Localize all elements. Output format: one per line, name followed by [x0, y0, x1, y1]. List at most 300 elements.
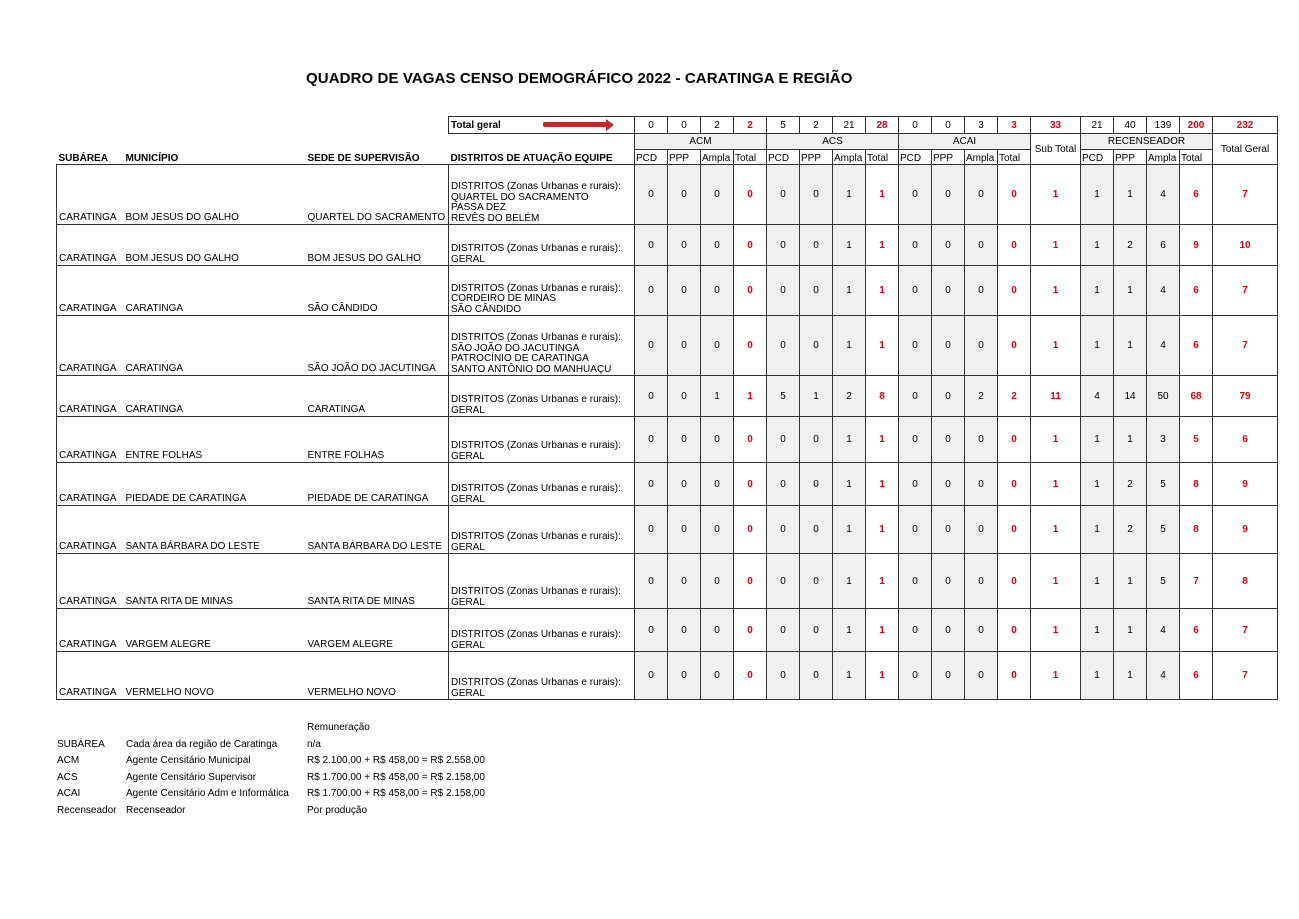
cell-value: 1 — [1031, 609, 1081, 652]
table-row — [57, 316, 1278, 376]
cell-value: 5 — [767, 376, 800, 417]
cell-value: 6 — [1147, 225, 1180, 266]
total-value: 40 — [1114, 117, 1147, 134]
distrito-line: DISTRITOS (Zonas Urbanas e rurais): — [451, 586, 621, 597]
legend-table — [57, 720, 485, 820]
cell-value: 0 — [932, 652, 965, 700]
cell-value: 1 — [701, 376, 734, 417]
cell-value: 0 — [701, 652, 734, 700]
cell-value: 1 — [866, 225, 899, 266]
cell-value: 0 — [668, 609, 701, 652]
table-row — [57, 609, 1278, 652]
cell-value: 1 — [1081, 417, 1114, 463]
legend-abbr: ACM — [57, 755, 80, 767]
total-geral-label: Total geral — [451, 119, 501, 131]
cell-subarea: CARATINGA — [57, 316, 124, 376]
cell-value: 1 — [833, 554, 866, 609]
cell-value: 9 — [1213, 506, 1278, 554]
cell-value: 0 — [701, 165, 734, 225]
total-value: 3 — [965, 117, 998, 134]
subcol-header: Ampla — [965, 150, 998, 165]
cell-value: 0 — [998, 652, 1031, 700]
cell-value: 5 — [1147, 506, 1180, 554]
cell-value: 4 — [1081, 376, 1114, 417]
cell-value: 0 — [932, 417, 965, 463]
subcol-header: PCD — [635, 150, 668, 165]
total-value: 232 — [1213, 117, 1278, 134]
cell-sede: SANTA RITA DE MINAS — [306, 554, 449, 609]
cell-value: 0 — [635, 266, 668, 316]
legend-row — [57, 737, 485, 754]
cell-sede: SANTA BÁRBARA DO LESTE — [306, 506, 449, 554]
cell-value: 1 — [866, 609, 899, 652]
cell-value: 0 — [668, 376, 701, 417]
cell-value: 0 — [701, 266, 734, 316]
cell-value: 0 — [701, 316, 734, 376]
cell-value: 0 — [767, 225, 800, 266]
table-row — [57, 417, 1278, 463]
cell-value: 7 — [1213, 609, 1278, 652]
cell-value: 0 — [767, 554, 800, 609]
cell-sede: VERMELHO NOVO — [306, 652, 449, 700]
total-value: 21 — [833, 117, 866, 134]
vacancy-table — [56, 116, 1278, 700]
subcol-header: PPP — [668, 150, 701, 165]
cell-sede: QUARTEL DO SACRAMENTO — [306, 165, 449, 225]
cell-value: 0 — [701, 609, 734, 652]
cell-value: 7 — [1213, 316, 1278, 376]
cell-value: 0 — [800, 225, 833, 266]
total-value: 0 — [932, 117, 965, 134]
header-subarea: SUBÁREA — [57, 150, 124, 165]
cell-value: 1 — [1114, 652, 1147, 700]
cell-value: 0 — [932, 316, 965, 376]
distrito-line: DISTRITOS (Zonas Urbanas e rurais): — [451, 440, 621, 451]
cell-value: 0 — [899, 506, 932, 554]
legend-row — [57, 786, 485, 803]
cell-value: 1 — [1031, 506, 1081, 554]
cell-value: 8 — [1213, 554, 1278, 609]
total-value: 2 — [701, 117, 734, 134]
subcol-header: Ampla — [701, 150, 734, 165]
cell-value: 0 — [965, 316, 998, 376]
cell-value: 1 — [1081, 609, 1114, 652]
table-row — [57, 376, 1278, 417]
cell-value: 2 — [1114, 463, 1147, 506]
cell-subarea: CARATINGA — [57, 417, 124, 463]
cell-value: 0 — [998, 609, 1031, 652]
cell-value: 9 — [1180, 225, 1213, 266]
cell-value: 0 — [668, 652, 701, 700]
cell-value: 0 — [899, 417, 932, 463]
distrito-line: DISTRITOS (Zonas Urbanas e rurais): — [451, 332, 621, 343]
cell-value: 2 — [1114, 225, 1147, 266]
cell-value: 1 — [1031, 316, 1081, 376]
cell-value: 0 — [734, 165, 767, 225]
distrito-line: DISTRITOS (Zonas Urbanas e rurais): — [451, 483, 621, 494]
cell-value: 1 — [1031, 554, 1081, 609]
cell-municipio: BOM JESUS DO GALHO — [124, 225, 306, 266]
table-row — [57, 225, 1278, 266]
cell-value: 1 — [1081, 463, 1114, 506]
cell-value: 4 — [1147, 316, 1180, 376]
cell-value: 6 — [1180, 652, 1213, 700]
cell-value: 2 — [833, 376, 866, 417]
cell-value: 6 — [1180, 165, 1213, 225]
distrito-line: DISTRITOS (Zonas Urbanas e rurais): — [451, 677, 621, 688]
cell-distritos — [449, 165, 635, 225]
cell-municipio: CARATINGA — [124, 376, 306, 417]
cell-value: 0 — [635, 376, 668, 417]
cell-value: 7 — [1213, 165, 1278, 225]
legend-desc: Recenseador — [126, 804, 186, 816]
cell-subarea: CARATINGA — [57, 376, 124, 417]
distrito-line: DISTRITOS (Zonas Urbanas e rurais): — [451, 282, 621, 294]
cell-value: 1 — [1031, 652, 1081, 700]
cell-value: 0 — [734, 316, 767, 376]
table-row — [57, 652, 1278, 700]
cell-value: 0 — [734, 417, 767, 463]
cell-value: 5 — [1180, 417, 1213, 463]
cell-value: 0 — [668, 316, 701, 376]
group-acs: ACS — [767, 134, 899, 150]
cell-value: 0 — [998, 165, 1031, 225]
legend-abbr: ACS — [57, 771, 78, 783]
cell-distritos — [449, 316, 635, 376]
cell-value: 1 — [1031, 165, 1081, 225]
distrito-line: GERAL — [451, 253, 485, 265]
group-recenseador: RECENSEADOR — [1081, 134, 1213, 150]
total-value: 0 — [668, 117, 701, 134]
cell-value: 3 — [1147, 417, 1180, 463]
cell-value: 0 — [800, 417, 833, 463]
cell-value: 1 — [833, 652, 866, 700]
cell-value: 6 — [1180, 609, 1213, 652]
total-geral-cell — [449, 117, 635, 134]
cell-value: 8 — [1180, 506, 1213, 554]
cell-value: 0 — [767, 506, 800, 554]
cell-subarea: CARATINGA — [57, 652, 124, 700]
cell-municipio: CARATINGA — [124, 266, 306, 316]
cell-value: 0 — [767, 417, 800, 463]
cell-value: 1 — [1114, 316, 1147, 376]
cell-value: 0 — [800, 463, 833, 506]
cell-value: 0 — [767, 266, 800, 316]
cell-subarea: CARATINGA — [57, 609, 124, 652]
cell-value: 1 — [833, 225, 866, 266]
cell-value: 0 — [635, 652, 668, 700]
cell-value: 9 — [1213, 463, 1278, 506]
cell-value: 14 — [1114, 376, 1147, 417]
cell-municipio: ENTRE FOLHAS — [124, 417, 306, 463]
cell-subarea: CARATINGA — [57, 554, 124, 609]
subcol-header: Ampla — [833, 150, 866, 165]
cell-value: 1 — [1114, 165, 1147, 225]
cell-value: 0 — [965, 652, 998, 700]
legend-abbr: ACAI — [57, 788, 81, 800]
distrito-line: GERAL — [451, 450, 485, 462]
legend-header-row — [57, 720, 485, 737]
cell-sede: ENTRE FOLHAS — [306, 417, 449, 463]
cell-value: 1 — [1114, 417, 1147, 463]
cell-value: 0 — [767, 609, 800, 652]
cell-value: 0 — [800, 316, 833, 376]
cell-value: 68 — [1180, 376, 1213, 417]
cell-value: 0 — [668, 463, 701, 506]
cell-distritos — [449, 225, 635, 266]
subcol-header: PCD — [767, 150, 800, 165]
table-row — [57, 506, 1278, 554]
distrito-line: GERAL — [451, 687, 485, 699]
cell-subarea: CARATINGA — [57, 225, 124, 266]
cell-distritos — [449, 463, 635, 506]
cell-value: 4 — [1147, 266, 1180, 316]
page-title: QUADRO DE VAGAS CENSO DEMOGRÁFICO 2022 - CARATINGA E REGIÃO — [306, 70, 853, 87]
group-sub-total: Sub Total — [1031, 134, 1081, 165]
subcol-header: PCD — [899, 150, 932, 165]
cell-distritos — [449, 554, 635, 609]
cell-value: 1 — [1031, 266, 1081, 316]
cell-value: 79 — [1213, 376, 1278, 417]
cell-value: 1 — [1031, 417, 1081, 463]
cell-municipio: PIEDADE DE CARATINGA — [124, 463, 306, 506]
cell-value: 10 — [1213, 225, 1278, 266]
cell-value: 0 — [800, 554, 833, 609]
cell-value: 0 — [767, 463, 800, 506]
cell-value: 4 — [1147, 165, 1180, 225]
group-header-row — [57, 134, 1278, 150]
cell-value: 1 — [1081, 225, 1114, 266]
distrito-line: DISTRITOS (Zonas Urbanas e rurais): — [451, 629, 621, 640]
cell-sede: PIEDADE DE CARATINGA — [306, 463, 449, 506]
cell-value: 1 — [1114, 554, 1147, 609]
cell-municipio: SANTA BÁRBARA DO LESTE — [124, 506, 306, 554]
cell-value: 0 — [998, 463, 1031, 506]
cell-value: 0 — [767, 652, 800, 700]
cell-municipio: SANTA RITA DE MINAS — [124, 554, 306, 609]
distrito-line: CORDEIRO DE MINAS — [451, 293, 557, 304]
cell-value: 0 — [998, 417, 1031, 463]
cell-value: 0 — [965, 463, 998, 506]
cell-value: 5 — [1147, 554, 1180, 609]
cell-value: 0 — [899, 554, 932, 609]
cell-subarea: CARATINGA — [57, 165, 124, 225]
cell-value: 1 — [1031, 463, 1081, 506]
total-value: 0 — [899, 117, 932, 134]
cell-value: 0 — [932, 609, 965, 652]
group-total-geral: Total Geral — [1213, 134, 1278, 165]
group-acai: ACAI — [899, 134, 1031, 150]
totals-row — [57, 117, 1278, 134]
subcol-header: PCD — [1081, 150, 1114, 165]
legend-desc: Cada área da região de Caratinga — [126, 738, 278, 750]
total-value: 2 — [734, 117, 767, 134]
cell-value: 1 — [833, 316, 866, 376]
cell-value: 1 — [833, 609, 866, 652]
total-value: 33 — [1031, 117, 1081, 134]
cell-value: 0 — [800, 165, 833, 225]
cell-value: 0 — [932, 165, 965, 225]
cell-subarea: CARATINGA — [57, 506, 124, 554]
cell-value: 4 — [1147, 652, 1180, 700]
total-value: 3 — [998, 117, 1031, 134]
cell-sede: SÃO JOÃO DO JACUTINGA — [306, 316, 449, 376]
cell-value: 0 — [767, 316, 800, 376]
cell-sede: VARGEM ALEGRE — [306, 609, 449, 652]
cell-value: 0 — [932, 376, 965, 417]
cell-value: 0 — [899, 376, 932, 417]
cell-value: 1 — [1114, 266, 1147, 316]
table-row — [57, 463, 1278, 506]
subcol-header: Total — [1180, 150, 1213, 165]
subcol-header: PPP — [800, 150, 833, 165]
cell-value: 0 — [932, 266, 965, 316]
legend-abbr: Recenseador — [57, 804, 117, 816]
distrito-line: DISTRITOS (Zonas Urbanas e rurais): — [451, 394, 621, 405]
cell-value: 1 — [866, 554, 899, 609]
cell-value: 0 — [668, 417, 701, 463]
cell-value: 0 — [800, 506, 833, 554]
cell-municipio: VERMELHO NOVO — [124, 652, 306, 700]
group-acm: ACM — [635, 134, 767, 150]
cell-value: 1 — [833, 463, 866, 506]
cell-value: 5 — [1147, 463, 1180, 506]
cell-value: 0 — [932, 463, 965, 506]
cell-value: 7 — [1213, 652, 1278, 700]
legend-remuneracao-header: Remuneração — [307, 722, 370, 733]
header-municipio: MUNICÍPIO — [124, 150, 306, 165]
cell-value: 0 — [998, 554, 1031, 609]
cell-value: 0 — [899, 652, 932, 700]
cell-value: 0 — [635, 609, 668, 652]
cell-value: 0 — [899, 225, 932, 266]
cell-value: 0 — [734, 225, 767, 266]
cell-value: 1 — [1081, 506, 1114, 554]
cell-value: 1 — [866, 417, 899, 463]
cell-value: 0 — [668, 506, 701, 554]
legend-row — [57, 803, 485, 820]
cell-sede: CARATINGA — [306, 376, 449, 417]
cell-value: 6 — [1180, 266, 1213, 316]
distrito-line: GERAL — [451, 404, 485, 416]
cell-sede: SÃO CÂNDIDO — [306, 266, 449, 316]
cell-value: 1 — [1081, 165, 1114, 225]
column-header-row — [57, 150, 1278, 165]
cell-value: 0 — [998, 506, 1031, 554]
cell-value: 0 — [635, 417, 668, 463]
cell-value: 0 — [635, 506, 668, 554]
cell-value: 2 — [998, 376, 1031, 417]
cell-value: 0 — [635, 165, 668, 225]
cell-value: 1 — [1031, 225, 1081, 266]
distrito-line: DISTRITOS (Zonas Urbanas e rurais): — [451, 531, 621, 542]
cell-value: 0 — [701, 506, 734, 554]
header-sede: SEDE DE SUPERVISÃO — [306, 150, 449, 165]
cell-value: 0 — [668, 554, 701, 609]
cell-value: 0 — [965, 417, 998, 463]
cell-value: 0 — [635, 316, 668, 376]
total-value: 2 — [800, 117, 833, 134]
cell-value: 2 — [1114, 506, 1147, 554]
subcol-header: PPP — [1114, 150, 1147, 165]
distrito-line: GERAL — [451, 541, 485, 553]
subcol-header: Total — [998, 150, 1031, 165]
cell-value: 6 — [1213, 417, 1278, 463]
cell-value: 0 — [734, 266, 767, 316]
cell-distritos — [449, 609, 635, 652]
total-value: 0 — [635, 117, 668, 134]
cell-value: 0 — [998, 266, 1031, 316]
distrito-line: SANTO ANTÔNIO DO MANHUAÇU — [451, 363, 612, 375]
cell-value: 6 — [1180, 316, 1213, 376]
cell-value: 0 — [965, 506, 998, 554]
cell-value: 0 — [899, 266, 932, 316]
legend-desc: Agente Censitário Adm e Informática — [126, 788, 289, 800]
cell-value: 0 — [635, 554, 668, 609]
legend-row — [57, 770, 485, 787]
total-value: 139 — [1147, 117, 1180, 134]
cell-value: 0 — [998, 316, 1031, 376]
cell-value: 4 — [1147, 609, 1180, 652]
cell-value: 1 — [866, 266, 899, 316]
legend-pay: Por produção — [307, 804, 368, 816]
cell-value: 0 — [734, 609, 767, 652]
legend-desc: Agente Censitário Supervisor — [126, 771, 257, 783]
legend-pay: n/a — [307, 738, 321, 750]
cell-value: 1 — [734, 376, 767, 417]
cell-municipio: CARATINGA — [124, 316, 306, 376]
cell-value: 0 — [668, 266, 701, 316]
distrito-line: PASSA DEZ — [451, 202, 506, 213]
cell-value: 0 — [668, 165, 701, 225]
cell-value: 1 — [833, 165, 866, 225]
cell-value: 1 — [833, 506, 866, 554]
cell-value: 0 — [965, 266, 998, 316]
subcol-header: PPP — [932, 150, 965, 165]
cell-value: 11 — [1031, 376, 1081, 417]
legend-desc: Agente Censitário Municipal — [126, 755, 251, 767]
total-value: 5 — [767, 117, 800, 134]
cell-value: 1 — [1081, 554, 1114, 609]
arrow-right-icon — [543, 122, 607, 127]
subcol-header: Ampla — [1147, 150, 1180, 165]
cell-value: 1 — [866, 165, 899, 225]
subcol-header: Total — [866, 150, 899, 165]
cell-value: 7 — [1213, 266, 1278, 316]
table-row — [57, 266, 1278, 316]
legend-abbr: SUBÁREA — [57, 738, 105, 750]
cell-value: 0 — [734, 506, 767, 554]
cell-value: 0 — [899, 316, 932, 376]
subcol-header: Total — [734, 150, 767, 165]
cell-value: 1 — [866, 316, 899, 376]
distrito-line: GERAL — [451, 596, 485, 608]
cell-value: 7 — [1180, 554, 1213, 609]
cell-municipio: BOM JESUS DO GALHO — [124, 165, 306, 225]
cell-value: 1 — [866, 506, 899, 554]
cell-distritos — [449, 506, 635, 554]
cell-value: 0 — [701, 463, 734, 506]
distrito-line: SÃO CÂNDIDO — [451, 303, 522, 315]
cell-distritos — [449, 417, 635, 463]
cell-value: 0 — [701, 225, 734, 266]
cell-value: 0 — [701, 417, 734, 463]
cell-value: 0 — [734, 554, 767, 609]
cell-value: 0 — [965, 609, 998, 652]
cell-value: 0 — [932, 554, 965, 609]
cell-value: 0 — [965, 225, 998, 266]
total-value: 28 — [866, 117, 899, 134]
